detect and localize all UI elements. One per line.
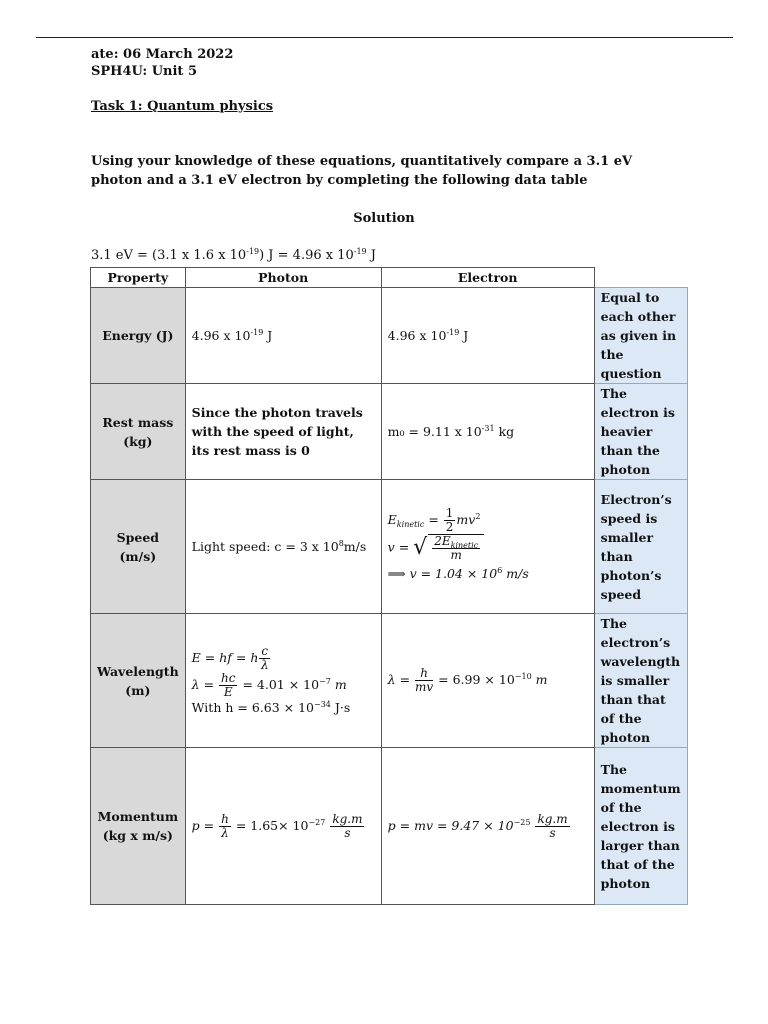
table-header-row xyxy=(91,268,688,288)
velocity-result: ⟹ $v = 1.04 \times 10^6$ m/s xyxy=(387,566,529,581)
property-energy: Energy (J) xyxy=(91,288,186,384)
property-wavelength: Wavelength (m) xyxy=(91,614,186,748)
photon-momentum xyxy=(185,748,381,905)
task-title: Task 1: Quantum physics xyxy=(91,99,274,114)
header-photon: Photon xyxy=(185,268,381,288)
electron-wavelength xyxy=(381,614,594,748)
planck-constant: With $h = 6.63 \times 10^{-34}$ J·s xyxy=(191,699,351,715)
photon-energy: 4.96 x $10^{-19}$ J xyxy=(185,288,381,384)
comparison-table xyxy=(90,267,688,905)
property-momentum: Momentum (kg x m/s) xyxy=(91,748,186,905)
property-speed: Speed (m/s) xyxy=(91,480,186,614)
intro-paragraph: Using your knowledge of these equations, quantitatively compare a 3.1 eV photon and a 3.1 eV electron by completing the following data table xyxy=(91,154,633,188)
de-broglie-equation: λ = $\frac{h}{mv}$ = $6.99 \times 10^{-10}$ m xyxy=(387,666,548,694)
photon-energy-equation: E = hf = h $\frac{c}{\lambda}$ xyxy=(191,643,269,672)
header-rule xyxy=(36,37,733,38)
comparison-rest-mass: The electron is heavier than the photon xyxy=(594,384,687,480)
electron-momentum-equation: p = mv = $9.47 \times 10^{-25}$ $\frac{kg.m}{s}$ xyxy=(387,811,568,840)
electron-energy: 4.96 x $10^{-19}$ J xyxy=(381,288,594,384)
photon-rest-mass: Since the photon travels with the speed of light, its rest mass is 0 xyxy=(185,384,381,480)
energy-conversion: 3.1 eV = (3.1 x 1.6 x $10^{-19}$) J = 4.96 x $10^{-19}$ J xyxy=(91,247,376,263)
kinetic-energy-equation: $E_{kinetic}$ = $\frac{1}{2}$ $mv^2$ xyxy=(387,506,481,534)
comparison-speed: Electron’s speed is smaller than photon’s speed xyxy=(594,480,687,614)
comparison-momentum: The momentum of the electron is larger than that of the photon xyxy=(594,748,687,905)
header-blank xyxy=(594,268,687,288)
photon-speed: Light speed: c = 3 x $10^8m/s$ xyxy=(185,480,381,614)
photon-wavelength-equation: λ = $\frac{hc}{E}$ = $4.01 \times 10^{-7}$ m xyxy=(191,670,347,699)
electron-momentum xyxy=(381,748,594,905)
comparison-energy: Equal to each other as given in the question xyxy=(594,288,687,384)
velocity-equation: v = √ $\frac{2E_{kinetic}}{m}$ xyxy=(388,534,588,562)
solution-heading: Solution xyxy=(353,211,415,226)
course-unit: SPH4U: Unit 5 xyxy=(91,64,197,79)
electron-speed xyxy=(381,480,594,614)
photon-wavelength xyxy=(185,614,381,748)
property-rest-mass: Rest mass (kg) xyxy=(91,384,186,480)
comparison-wavelength: The electron’s wavelength is smaller than that of the photon xyxy=(594,614,687,748)
table-row-speed xyxy=(91,480,688,614)
header-property: Property xyxy=(91,268,186,288)
table-row-wavelength xyxy=(91,614,688,748)
table-row-momentum xyxy=(91,748,688,905)
electron-rest-mass: m₀ = 9.11 x $10^{-31}$ kg xyxy=(381,384,594,480)
table-row-rest-mass xyxy=(91,384,688,480)
table-row-energy xyxy=(91,288,688,384)
document-date: ate: 06 March 2022 xyxy=(91,47,234,62)
header-electron: Electron xyxy=(381,268,594,288)
photon-momentum-equation: p = $\frac{h}{\lambda}$ = $1.65\times 10^{-27}$ $\frac{kg.m}{s}$ xyxy=(191,811,363,840)
